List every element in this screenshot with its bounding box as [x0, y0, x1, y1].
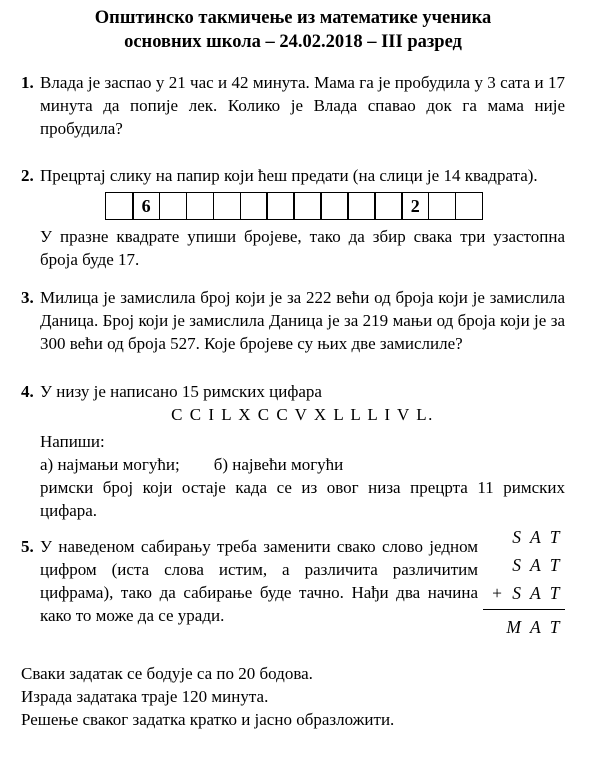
addend-row-with-plus: + S A T — [491, 583, 562, 603]
grid-cell: 2 — [401, 192, 430, 220]
problem-1-number: 1. — [21, 73, 34, 92]
option-a: а) најмањи могући; — [40, 455, 180, 474]
grid-cell — [186, 192, 215, 220]
grid-cell — [159, 192, 188, 220]
roman-numeral-sequence: C C I L X C C V X L L L I V L. — [171, 405, 434, 424]
problem-4-continuation: римски број који остаје када се из овог низа прецрта 11 римских цифара. — [40, 478, 565, 520]
page-title — [21, 6, 565, 54]
problem-2 — [21, 164, 565, 271]
number-strip — [105, 192, 565, 220]
option-b: б) највећи могући — [213, 455, 344, 474]
footer-notes — [21, 662, 565, 731]
addition-addends — [483, 523, 565, 610]
problem-5-text: У наведеном сабирању треба заменити свако слово једном цифром (иста слова истим, а различита различитим цифрама), тако да сабирање буде тачно. Нађи два начина како то може да се уради. — [40, 537, 478, 625]
footer-explanation-note: Решење сваког задатка кратко и јасно образложити. — [21, 710, 395, 729]
footer-duration-note: Израда задатака траје 120 минута. — [21, 687, 269, 706]
letter-addition — [483, 523, 565, 641]
problem-5-number: 5. — [21, 537, 34, 556]
problem-4 — [21, 380, 565, 522]
problem-1-text: Влада је заспао у 21 час и 42 минута. Мама га је пробудила у 3 сата и 17 минута да попије лек. Колико је Влада спавао док га мама није пробудила? — [40, 73, 565, 138]
problem-4-write-label: Напиши: — [40, 432, 105, 451]
grid-cell — [320, 192, 349, 220]
problem-4-options — [40, 453, 565, 476]
title-line-2: основних школа – 24.02.2018 – III разред — [124, 32, 462, 52]
problem-3-number: 3. — [21, 288, 34, 307]
grid-cell — [455, 192, 484, 220]
problem-3 — [21, 286, 565, 355]
title-line-1: Општинско такмичење из математике ученика — [94, 8, 492, 28]
grid-cell — [428, 192, 457, 220]
grid-cell — [105, 192, 134, 220]
addend-row: S A T — [512, 555, 562, 575]
problem-4-number: 4. — [21, 382, 34, 401]
grid-cell — [347, 192, 376, 220]
problem-5 — [21, 527, 565, 641]
grid-cell — [240, 192, 269, 220]
problem-4-intro: У низу је написано 15 римских цифара — [40, 382, 322, 401]
problem-2-number: 2. — [21, 166, 34, 185]
grid-cell: 6 — [132, 192, 161, 220]
addend-row: S A T — [512, 527, 562, 547]
grid-cell — [213, 192, 242, 220]
grid-cell — [293, 192, 322, 220]
problem-3-text: Милица је замислила број који је за 222 већи од броја који је замислила Даница. Број који је замислила Даница је за 219 мањи од броја који је за 300 већи од броја 527. Које бројеве су њих две замислиле? — [40, 288, 565, 353]
problem-1 — [21, 71, 565, 140]
grid-cell — [374, 192, 403, 220]
grid-cell — [266, 192, 295, 220]
addition-result: M A T — [506, 617, 562, 637]
problem-2-instruction: У празне квадрате упиши бројеве, тако да збир свака три узастопна броја буде 17. — [40, 227, 565, 269]
problem-2-intro: Прецртај слику на папир који ћеш предати (на слици је 14 квадрата). — [40, 166, 538, 185]
footer-scoring-note: Сваки задатак се бодује са по 20 бодова. — [21, 664, 313, 683]
